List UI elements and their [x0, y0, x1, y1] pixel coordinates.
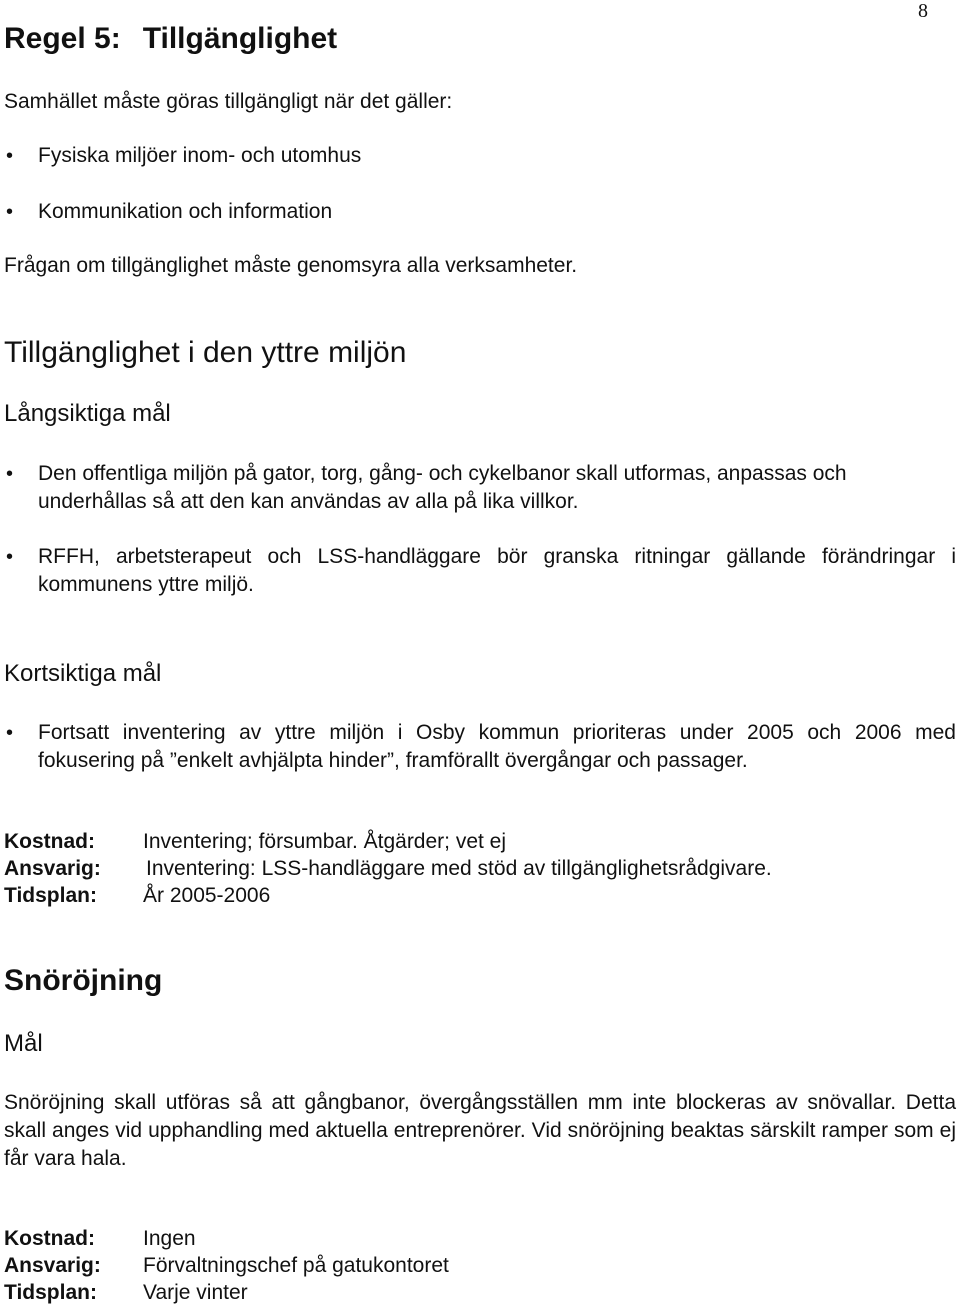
- schedule-label: Tidsplan:: [4, 1281, 97, 1304]
- list-item-text: Fysiska miljöer inom- och utomhus: [38, 144, 362, 167]
- cost-row: [4, 1225, 196, 1253]
- responsible-row: [4, 855, 772, 883]
- section-heading-outer-env: Tillgänglighet i den yttre miljön: [4, 336, 407, 369]
- responsible-value: Förvaltningschef på gatukontoret: [143, 1254, 449, 1277]
- schedule-row: [4, 882, 271, 910]
- section-heading-snow: Snöröjning: [4, 964, 163, 997]
- bullet-icon: •: [6, 145, 14, 167]
- bullet-icon: •: [6, 201, 14, 223]
- page-number: 8: [918, 0, 928, 22]
- schedule-row: [4, 1279, 248, 1307]
- cost-value: Inventering; försumbar. Åtgärder; vet ej: [143, 830, 507, 853]
- rule-conclusion: Frågan om tillgänglighet måste genomsyra alla verksamheter.: [4, 254, 578, 277]
- cost-label: Kostnad:: [4, 1227, 95, 1250]
- responsible-label: Ansvarig:: [4, 1254, 101, 1277]
- schedule-value: Varje vinter: [143, 1281, 248, 1304]
- long-term-heading: Långsiktiga mål: [4, 400, 171, 427]
- list-item-text: RFFH, arbetsterapeut och LSS-handläggare bör granska ritningar gällande förändringar i kommunens yttre miljö.: [38, 545, 956, 596]
- list-item-text: Den offentliga miljön på gator, torg, gång- och cykelbanor skall utformas, anpassas och underhållas så att den kan användas av alla på lika villkor.: [38, 462, 847, 513]
- rule-heading: [4, 22, 337, 56]
- bullet-icon: •: [6, 722, 14, 744]
- schedule-label: Tidsplan:: [4, 884, 97, 907]
- list-item-text: Fortsatt inventering av yttre miljön i Osby kommun prioriteras under 2005 och 2006 med fokusering på ”enkelt avhjälpta hinder”, framförallt övergångar och passager.: [38, 721, 956, 772]
- cost-value: Ingen: [143, 1227, 196, 1250]
- list-item-text: Kommunikation och information: [38, 200, 333, 223]
- cost-row: [4, 828, 507, 856]
- snow-goal-heading: Mål: [4, 1030, 43, 1057]
- short-term-heading: Kortsiktiga mål: [4, 660, 162, 687]
- cost-label: Kostnad:: [4, 830, 95, 853]
- bullet-icon: •: [6, 546, 14, 568]
- bullet-icon: •: [6, 463, 14, 485]
- responsible-label: Ansvarig:: [4, 857, 101, 880]
- snow-text: Snöröjning skall utföras så att gångbanor, övergångsställen mm inte blockeras av snövallar. Detta skall anges vid upphandling med aktuella entreprenörer. Vid snöröjning beaktas särskilt ramper som ej får vara hala.: [4, 1091, 956, 1170]
- rule-intro: Samhället måste göras tillgängligt när det gäller:: [4, 90, 453, 113]
- schedule-value: År 2005-2006: [143, 884, 271, 907]
- responsible-value: Inventering: LSS-handläggare med stöd av tillgänglighetsrådgivare.: [146, 857, 772, 880]
- responsible-row: [4, 1252, 449, 1280]
- rule-title: Tillgänglighet: [142, 22, 338, 55]
- rule-number: Regel 5:: [4, 22, 121, 55]
